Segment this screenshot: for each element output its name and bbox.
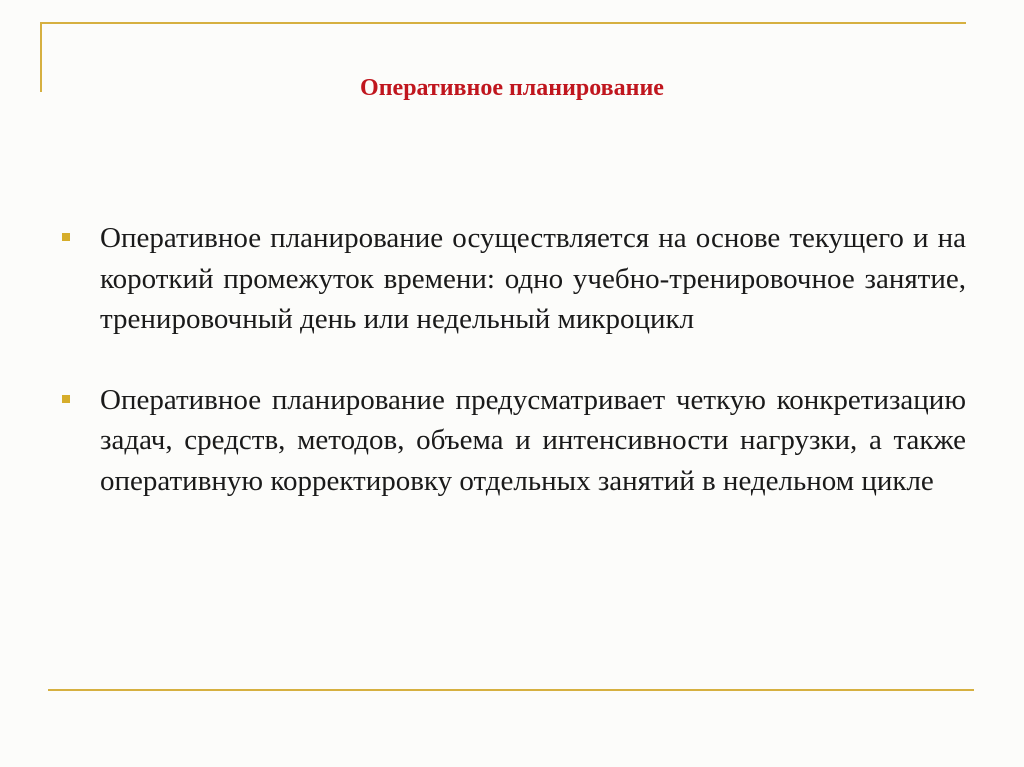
bullet-text: Оперативное планирование предусматривает четкую конкретизацию задач, средств, методов, объема и интенсивности нагрузки, а также оперативную корректировку отдельных занятий в недельном цикле	[100, 383, 966, 497]
bullet-list	[60, 218, 966, 541]
frame-bottom-line	[48, 689, 974, 691]
frame-top-line	[40, 22, 966, 24]
square-bullet-icon	[62, 395, 70, 403]
bullet-item	[60, 218, 966, 340]
square-bullet-icon	[62, 233, 70, 241]
slide-title: Оперативное планирование	[360, 75, 664, 101]
bullet-item	[60, 380, 966, 502]
bullet-text: Оперативное планирование осуществляется на основе текущего и на короткий промежуток времени: одно учебно-тренировочное занятие, тренировочный день или недельный микроцикл	[100, 222, 966, 335]
